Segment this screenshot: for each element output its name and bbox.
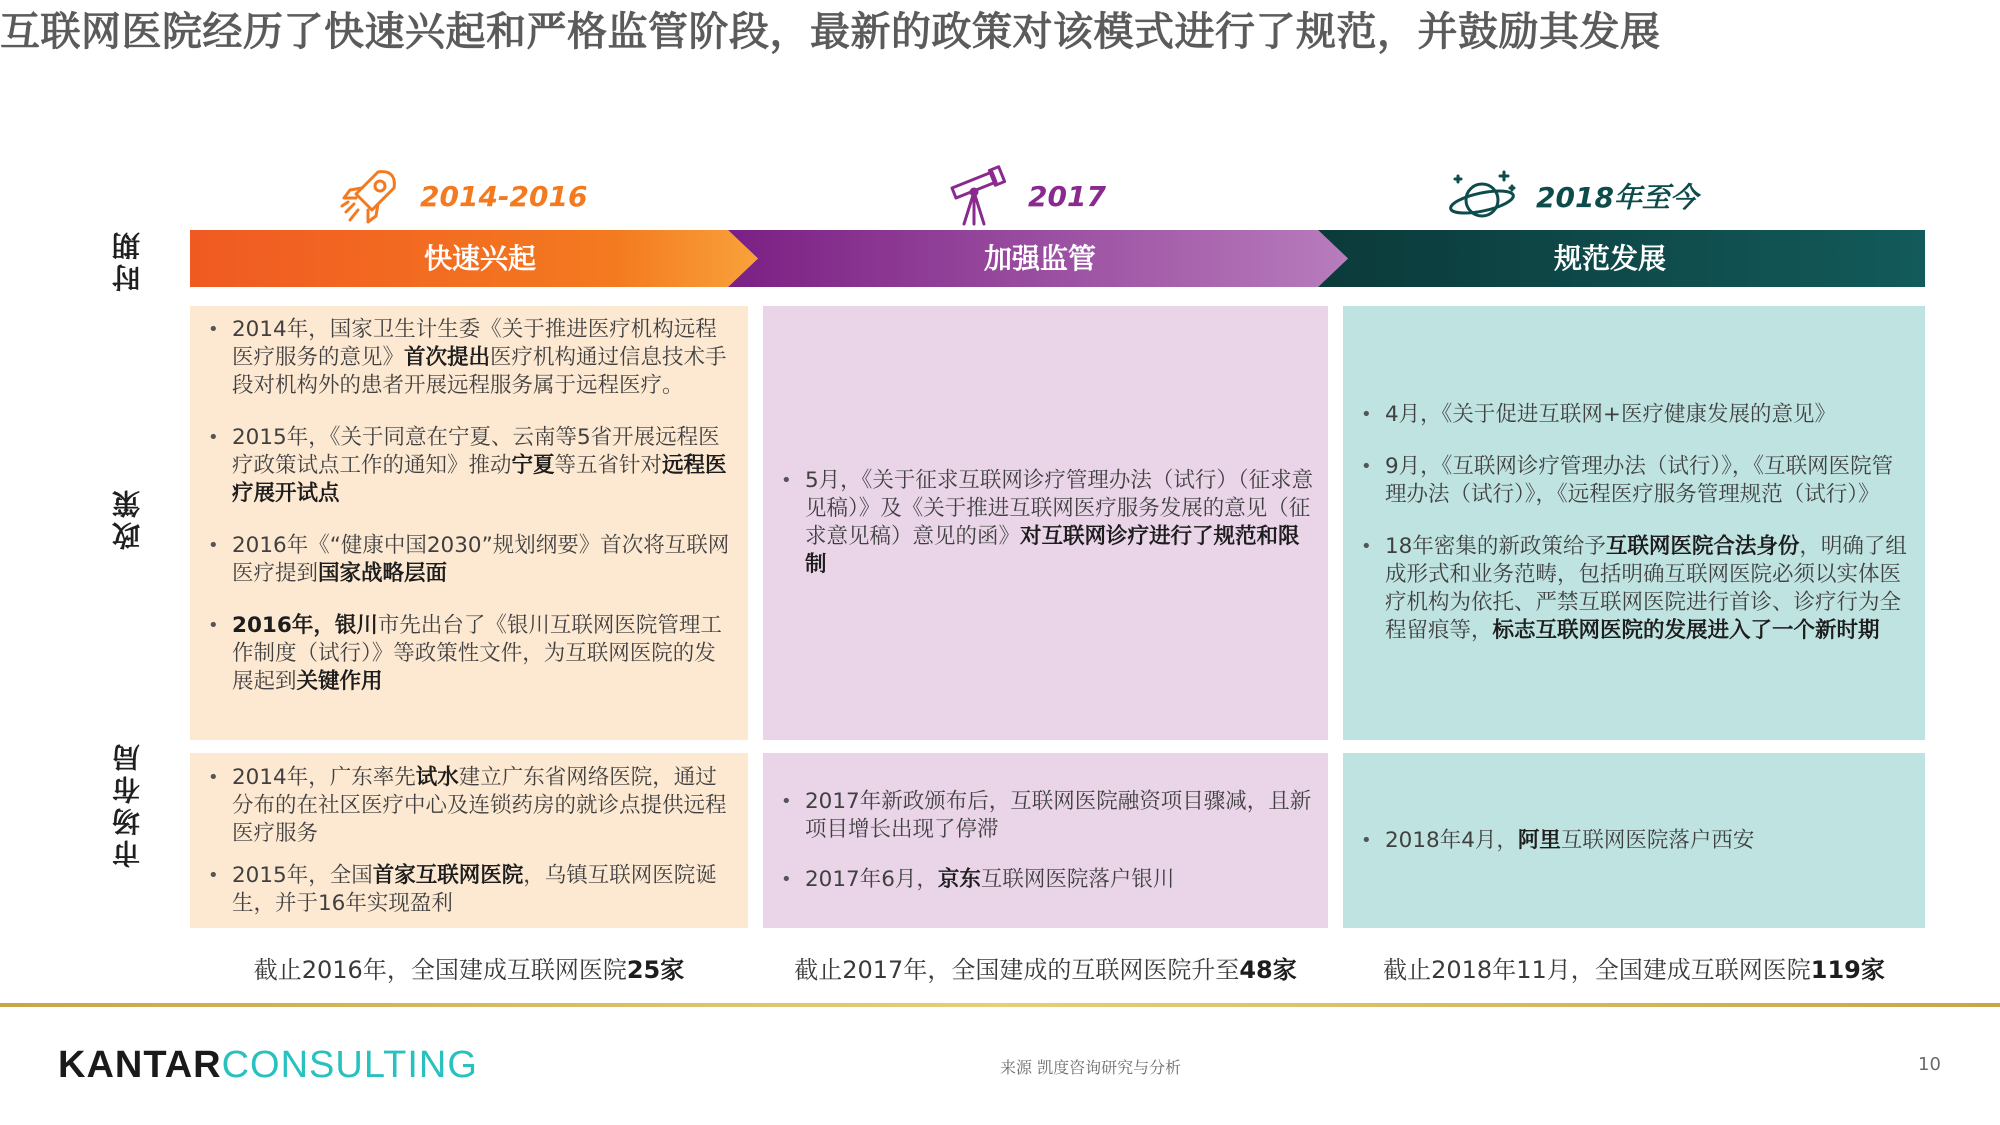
body-text: ，乌镇互联网医院诞生，并于16年实现盈利 xyxy=(232,862,717,916)
rocket-icon xyxy=(338,164,402,228)
emphasis-text: 互联网医院合法身份 xyxy=(1605,534,1800,559)
body-text: 截止2016年，全国建成互联网医院 xyxy=(253,956,627,984)
emphasis-text: 2016年，银川 xyxy=(232,613,378,638)
bullet-item xyxy=(1359,401,1911,429)
body-text: 2017年6月， xyxy=(805,866,938,892)
telescope-icon xyxy=(946,164,1010,228)
row-label-period: 时期 xyxy=(111,228,144,292)
bullet-item xyxy=(1359,827,1911,855)
summary-2017 xyxy=(763,950,1328,986)
market-cell-2017 xyxy=(763,753,1328,928)
era-header-3 xyxy=(1446,168,1698,224)
bullet-item xyxy=(779,788,1314,844)
summary-2018 xyxy=(1343,950,1925,986)
kantar-consulting-logo xyxy=(58,1044,478,1087)
source-note: 来源 凯度咨询研究与分析 xyxy=(1000,1058,1182,1077)
body-text: 医疗机构通过信息技术手段对机构外的患者开展远程服务属于远程医疗。 xyxy=(232,345,727,398)
emphasis-text: 国家战略层面 xyxy=(318,561,448,586)
policy-cell-2018 xyxy=(1343,306,1925,740)
phase-label: 规范发展 xyxy=(1553,242,1666,275)
market-cell-2018 xyxy=(1343,753,1925,928)
policy-list xyxy=(206,316,734,696)
body-text: 5月，《关于征求互联网诊疗管理办法（试行）（征求意见稿）》及《关于推进互联网医疗服务发展的意见（征求意见稿）意见的函》 xyxy=(805,468,1314,549)
body-text: 2014年，国家卫生计生委《关于推进医疗机构远程医疗服务的意见》 xyxy=(232,317,717,370)
bullet-item xyxy=(206,316,734,400)
bullet-item xyxy=(779,866,1314,894)
body-text: 18年密集的新政策给予 xyxy=(1385,534,1606,559)
body-text: 4月，《关于促进互联网+医疗健康发展的意见》 xyxy=(1385,402,1836,427)
market-cell-2014-2016 xyxy=(190,753,748,928)
bullet-item xyxy=(206,532,734,588)
emphasis-text: 京东 xyxy=(937,866,981,892)
market-list xyxy=(206,764,734,918)
body-text: 2015年，《关于同意在宁夏、云南等5省开展远程医疗政策试点工作的通知》推动 xyxy=(232,425,720,478)
era-year: 2014-2016 xyxy=(420,179,588,213)
body-text: 2015年，全国 xyxy=(232,862,373,888)
emphasis-text: 宁夏 xyxy=(511,453,555,478)
page-title: 互联网医院经历了快速兴起和严格监管阶段，最新的政策对该模式进行了规范，并鼓励其发展 xyxy=(0,9,1661,55)
bullet-item xyxy=(206,612,734,696)
emphasis-text: 远程医疗展开试点 xyxy=(232,453,727,506)
body-text: 截止2018年11月，全国建成互联网医院 xyxy=(1383,956,1811,984)
body-text: 2016年《“健康中国2030”规划纲要》首次将互联网医疗提到 xyxy=(232,533,730,586)
era-header-1 xyxy=(338,168,587,224)
body-text: 2014年，广东率先 xyxy=(232,764,416,790)
policy-cell-2017 xyxy=(763,306,1328,740)
body-text: 互联网医院落户西安 xyxy=(1560,827,1755,853)
policy-cell-2014-2016 xyxy=(190,306,748,740)
bullet-item xyxy=(206,424,734,508)
bullet-item xyxy=(206,862,734,918)
emphasis-text: 关键作用 xyxy=(296,669,383,694)
emphasis-text: 试水 xyxy=(415,764,459,790)
summary-2016 xyxy=(190,950,748,986)
body-text: ，明确了组成形式和业务范畴，包括明确互联网医院必须以实体医疗机构为依托、严禁互联网医院进行首诊、诊疗行为全程留痕等， xyxy=(1385,534,1907,643)
bullet-item xyxy=(1359,453,1911,509)
body-text: 截止2017年，全国建成的互联网医院升至 xyxy=(794,956,1240,984)
bullet-item xyxy=(1359,533,1911,645)
policy-list xyxy=(779,467,1314,579)
emphasis-text: 首家互联网医院 xyxy=(372,862,524,888)
page-number: 10 xyxy=(1918,1054,1941,1075)
body-text: 等五省针对 xyxy=(554,453,663,478)
body-text: 2017年新政颁布后，互联网医院融资项目骤减，且新项目增长出现了停滞 xyxy=(805,788,1312,842)
body-text: 9月，《互联网诊疗管理办法（试行）》，《互联网医院管理办法（试行）》，《远程医疗服务管理规范（试行）》 xyxy=(1385,454,1894,507)
era-header-2 xyxy=(946,168,1106,224)
body-text: 建立广东省网络医院，通过分布的在社区医疗中心及连锁药房的就诊点提供远程医疗服务 xyxy=(232,764,727,846)
emphasis-text: 25家 xyxy=(626,956,685,984)
body-text: 互联网医院落户银川 xyxy=(980,866,1175,892)
era-year: 2018年至今 xyxy=(1536,181,1698,214)
policy-list xyxy=(1359,401,1911,645)
emphasis-text: 首次提出 xyxy=(404,345,491,370)
emphasis-text: 对互联网诊疗进行了规范和限制 xyxy=(805,524,1300,577)
row-label-market: 市场布局 xyxy=(111,740,144,868)
phase-label: 快速兴起 xyxy=(423,242,536,275)
market-list xyxy=(1359,827,1911,855)
emphasis-text: 48家 xyxy=(1239,956,1297,984)
market-list xyxy=(779,788,1314,894)
logo-consulting: CONSULTING xyxy=(221,1044,478,1086)
era-year: 2017 xyxy=(1028,179,1106,213)
emphasis-text: 标志互联网医院的发展进入了一个新时期 xyxy=(1492,618,1880,643)
bullet-item xyxy=(779,467,1314,579)
footer-divider xyxy=(0,1003,2000,1007)
row-label-policy: 政策 xyxy=(111,486,144,550)
planet-icon xyxy=(1446,164,1518,228)
body-text: 市先出台了《银川互联网医院管理工作制度（试行）》等政策性文件，为互联网医院的发展起到 xyxy=(232,613,722,694)
emphasis-text: 119家 xyxy=(1810,956,1885,984)
emphasis-text: 阿里 xyxy=(1517,827,1561,853)
bullet-item xyxy=(206,764,734,848)
body-text: 2018年4月， xyxy=(1385,827,1518,853)
phase-label: 加强监管 xyxy=(983,242,1096,275)
logo-kantar: KANTAR xyxy=(58,1044,222,1086)
